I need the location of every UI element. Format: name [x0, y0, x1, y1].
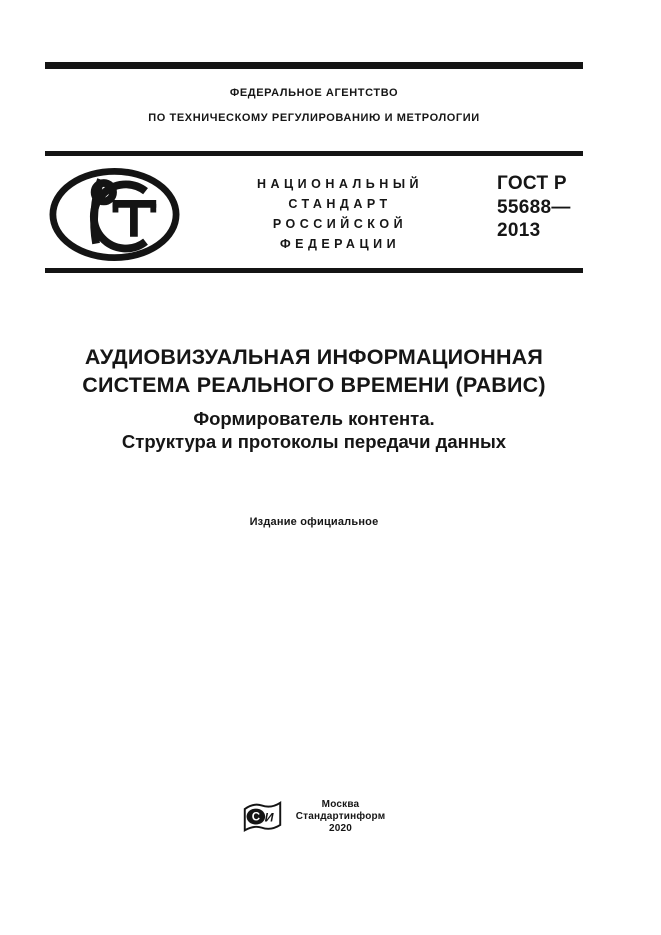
document-subtitle [45, 407, 583, 453]
svg-text:С: С [251, 811, 260, 824]
svg-text:И: И [264, 810, 274, 825]
top-rule [45, 62, 583, 69]
document-subtitle-line-2: Структура и протоколы передачи данных [121, 431, 507, 452]
imprint-publisher: Стандартинформ [295, 811, 386, 822]
edition-note: Издание официальное [249, 516, 379, 528]
standard-code-line-1: ГОСТ Р [497, 173, 567, 194]
standard-code-line-3: 2013 [497, 220, 541, 241]
designation-line-2: СТАНДАРТ [288, 197, 392, 211]
designation-line-4: ФЕДЕРАЦИИ [279, 237, 401, 251]
imprint-city: Москва [321, 799, 360, 810]
standard-designation [188, 174, 492, 254]
rst-emblem-icon [46, 166, 183, 263]
document-title-line-2: СИСТЕМА РЕАЛЬНОГО ВРЕМЕНИ (РАВИС) [82, 372, 546, 397]
agency-line-2: ПО ТЕХНИЧЕСКОМУ РЕГУЛИРОВАНИЮ И МЕТРОЛОГИИ [148, 112, 480, 124]
federal-agency-header [45, 87, 583, 125]
imprint-block [45, 799, 583, 835]
document-subtitle-line-1: Формирователь контента. [193, 408, 435, 429]
standard-code-line-2: 55688— [497, 196, 571, 218]
agency-line-1: ФЕДЕРАЛЬНОЕ АГЕНТСТВО [229, 87, 399, 99]
document-title-line-1: АУДИОВИЗУАЛЬНАЯ ИНФОРМАЦИОННАЯ [84, 345, 544, 369]
band-divider-rule [45, 268, 583, 273]
imprint-year: 2020 [328, 823, 353, 834]
header-divider-rule [45, 151, 583, 156]
standartinform-emblem-icon [243, 801, 282, 833]
designation-line-1: НАЦИОНАЛЬНЫЙ [256, 177, 424, 191]
designation-line-3: РОССИЙСКОЙ [272, 217, 408, 231]
imprint-text [296, 799, 386, 835]
standard-code [497, 172, 571, 243]
document-title [45, 344, 583, 399]
